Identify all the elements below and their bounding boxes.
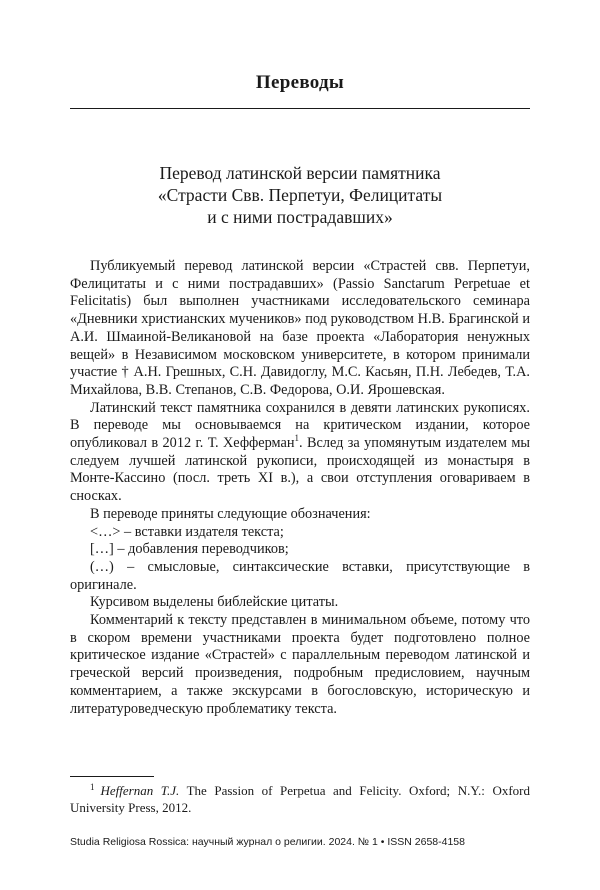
article-body [70, 258, 530, 718]
journal-footer: Studia Religiosa Rossica: научный журнал о религии. 2024. № 1 • ISSN 2658-4158 [70, 836, 465, 848]
footnote-mark: 1 [90, 781, 95, 792]
footnote [70, 782, 530, 816]
body-paragraph [70, 559, 530, 594]
section-header-rule [70, 108, 530, 109]
article-title-line: Перевод латинской версии памятника [159, 163, 441, 183]
body-paragraph [70, 506, 530, 524]
article-title-line: «Страсти Свв. Перпетуи, Фелицитаты [157, 185, 443, 205]
paragraph-text: Курсивом выделены библейские цитаты. [90, 594, 339, 611]
footnote-divider [70, 776, 154, 777]
section-header: Переводы [255, 72, 345, 93]
body-paragraph [70, 400, 530, 506]
article-title-line: и с ними пострадавших» [207, 207, 393, 227]
paragraph-text: (…) – смысловые, синтаксические вставки, присутствующие в оригинале. [70, 558, 530, 593]
paragraph-text: <…> – вставки издателя текста; [90, 523, 284, 540]
body-paragraph [70, 524, 530, 542]
paragraph-text: . Вслед за упомянутым издателем мы следуем лучшей латинской рукописи, происходящей из монастыря в Монте-Кассино (посл. треть XI в.), а свои отступления оговариваем в сносках. [70, 435, 530, 505]
footnote-text: The Passion of Perpetua and Felicity. Oxford; N.Y.: Oxford University Press, 2012. [70, 783, 531, 815]
paragraph-text: […] – добавления переводчиков; [90, 541, 289, 558]
footnote-author: Heffernan T.J. [100, 783, 180, 798]
body-paragraph [70, 541, 530, 559]
paragraph-text: Комментарий к тексту представлен в минимальном объеме, потому что в скором времени участниками проекта будет подготовлено полное критическое издание «Страстей» с параллельным переводом латинской и греческой версий произведения, подробным предисловием, научным комментарием, а также экскурсами в богословскую, историческую и литературоведческую проблематику текста. [70, 612, 530, 717]
paragraph-text: Публикуемый перевод латинской версии «Страстей свв. Перпетуи, Фелицитаты и с ними пострадавших» (Passio Sanctarum Perpetuae et Felicitatis) был выполнен участниками исследовательского семинара «Дневники христианских мучеников» под руководством Н.В. Брагинской и А.И. Шмаиной-Великановой на базе проекта «Лаборатория ненужных вещей» в Независимом московском университете, в котором принимали участие † А.Н. Грешных, С.Н. Давидоглу, М.С. Касьян, П.Н. Лебедев, Т.А. Михайлова, В.В. Степанов, С.В. Федорова, О.И. Ярошевская. [70, 258, 530, 398]
article-title [70, 162, 530, 228]
paragraph-text: В переводе приняты следующие обозначения: [90, 505, 371, 522]
body-paragraph [70, 612, 530, 718]
paragraph-text: Латинский текст памятника сохранился в девяти латинских рукописях. В переводе мы основываемся на критическом издании, которое опубликовал в 2012 г. Т. Хефферман [70, 399, 530, 452]
footnote-reference[interactable]: 1 [294, 433, 299, 444]
body-paragraph [70, 258, 530, 400]
body-paragraph [70, 594, 530, 612]
